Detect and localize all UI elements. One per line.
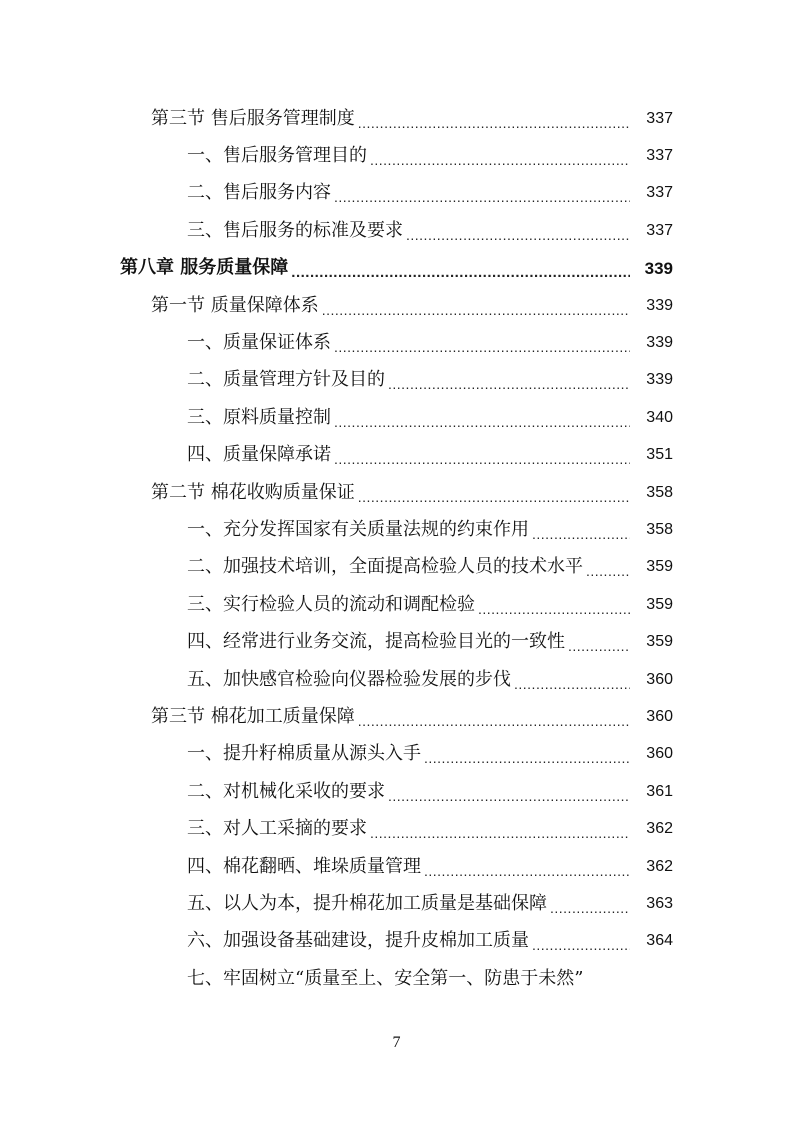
toc-subsection-entry[interactable] [0, 437, 793, 474]
toc-section-entry[interactable] [0, 100, 793, 137]
dot-leader [532, 938, 630, 952]
toc-entry-title: 四、经常进行业务交流，提高检验目光的一致性 [187, 631, 565, 653]
toc-chapter-entry[interactable] [0, 250, 793, 287]
toc-entry-page: 359 [646, 558, 673, 576]
toc-entry-page: 337 [646, 221, 673, 239]
toc-section-entry[interactable] [0, 474, 793, 511]
toc-entry-page: 339 [646, 296, 673, 314]
toc-entry-page: 337 [646, 147, 673, 165]
toc-entry-page: 362 [646, 857, 673, 875]
dot-leader [370, 826, 630, 840]
toc-entry-page: 337 [646, 184, 673, 202]
toc-section-entry[interactable] [0, 698, 793, 735]
toc-entry-title: 三、原料质量控制 [187, 406, 331, 428]
toc-subsection-entry[interactable] [0, 848, 793, 885]
toc-entry-page: 361 [646, 782, 673, 800]
toc-subsection-entry[interactable] [0, 362, 793, 399]
toc-entry-title: 第八章 服务质量保障 [120, 257, 289, 279]
toc-subsection-entry[interactable] [0, 212, 793, 249]
toc-subsection-entry[interactable] [0, 810, 793, 847]
toc-subsection-entry[interactable] [0, 549, 793, 586]
toc-entry-title: 二、对机械化采收的要求 [187, 780, 385, 802]
toc-entry-page: 351 [646, 446, 673, 464]
dot-leader [586, 564, 630, 578]
dot-leader [334, 452, 630, 466]
toc-entry-title: 二、质量管理方针及目的 [187, 369, 385, 391]
toc-entry-title: 第一节 质量保障体系 [151, 294, 319, 316]
dot-leader [478, 602, 630, 616]
toc-entry-page: 337 [646, 109, 673, 127]
toc-subsection-entry[interactable] [0, 885, 793, 922]
toc-entry-page: 340 [646, 408, 673, 426]
toc-entry-title: 七、牢固树立“质量至上、安全第一、防患于未然” [187, 967, 584, 989]
toc-section-entry[interactable] [0, 287, 793, 324]
dot-leader [358, 490, 630, 504]
toc-entry-title: 二、加强技术培训，全面提高检验人员的技术水平 [187, 556, 583, 578]
dot-leader [334, 340, 630, 354]
dot-leader [358, 116, 630, 130]
toc-entry-page: 359 [646, 595, 673, 613]
toc-entry-page: 363 [646, 894, 673, 912]
toc-entry-title: 三、售后服务的标准及要求 [187, 219, 403, 241]
dot-leader [514, 677, 630, 691]
toc-subsection-entry[interactable] [0, 773, 793, 810]
toc-subsection-entry[interactable] [0, 661, 793, 698]
toc-entry-page: 339 [644, 258, 673, 278]
dot-leader [388, 377, 630, 391]
dot-leader [291, 265, 630, 280]
toc-subsection-entry[interactable] [0, 137, 793, 174]
dot-leader [532, 527, 630, 541]
toc-entry-title: 三、实行检验人员的流动和调配检验 [187, 593, 475, 615]
toc-entry-page: 358 [646, 483, 673, 501]
toc-subsection-entry[interactable] [0, 736, 793, 773]
table-of-contents [0, 100, 793, 997]
toc-entry-title: 五、加快感官检验向仪器检验发展的步伐 [187, 668, 511, 690]
dot-leader [334, 415, 630, 429]
toc-subsection-entry[interactable] [0, 511, 793, 548]
toc-entry-title: 第三节 售后服务管理制度 [151, 107, 355, 129]
dot-leader [388, 789, 630, 803]
dot-leader [424, 751, 630, 765]
dot-leader [334, 190, 630, 204]
toc-entry-page: 364 [646, 932, 673, 950]
toc-subsection-entry[interactable] [0, 324, 793, 361]
dot-leader [370, 153, 630, 167]
page-number: 7 [392, 1034, 401, 1051]
toc-subsection-entry[interactable] [0, 399, 793, 436]
toc-entry-title: 第三节 棉花加工质量保障 [151, 705, 355, 727]
toc-entry-page: 359 [646, 633, 673, 651]
toc-entry-title: 五、以人为本，提升棉花加工质量是基础保障 [187, 892, 547, 914]
toc-entry-title: 一、售后服务管理目的 [187, 145, 367, 167]
dot-leader [568, 639, 630, 653]
toc-entry-page: 362 [646, 820, 673, 838]
toc-entry-title: 四、质量保障承诺 [187, 444, 331, 466]
dot-leader [424, 864, 630, 878]
toc-subsection-entry[interactable] [0, 623, 793, 660]
toc-subsection-entry[interactable] [0, 586, 793, 623]
toc-entry-page: 339 [646, 371, 673, 389]
toc-entry-title: 三、对人工采摘的要求 [187, 818, 367, 840]
toc-entry-title: 一、提升籽棉质量从源头入手 [187, 743, 421, 765]
toc-entry-page: 360 [646, 707, 673, 725]
toc-subsection-entry[interactable] [0, 960, 793, 997]
toc-entry-page: 339 [646, 334, 673, 352]
dot-leader [550, 901, 630, 915]
toc-entry-page: 360 [646, 745, 673, 763]
toc-entry-title: 二、售后服务内容 [187, 182, 331, 204]
toc-entry-page: 360 [646, 670, 673, 688]
dot-leader [406, 228, 630, 242]
dot-leader [358, 714, 630, 728]
toc-entry-page: 358 [646, 520, 673, 538]
toc-entry-title: 六、加强设备基础建设，提升皮棉加工质量 [187, 930, 529, 952]
toc-entry-title: 一、充分发挥国家有关质量法规的约束作用 [187, 518, 529, 540]
toc-entry-title: 第二节 棉花收购质量保证 [151, 481, 355, 503]
toc-subsection-entry[interactable] [0, 923, 793, 960]
toc-subsection-entry[interactable] [0, 175, 793, 212]
toc-entry-title: 四、棉花翻晒、堆垛质量管理 [187, 855, 421, 877]
dot-leader [322, 303, 630, 317]
toc-entry-title: 一、质量保证体系 [187, 332, 331, 354]
